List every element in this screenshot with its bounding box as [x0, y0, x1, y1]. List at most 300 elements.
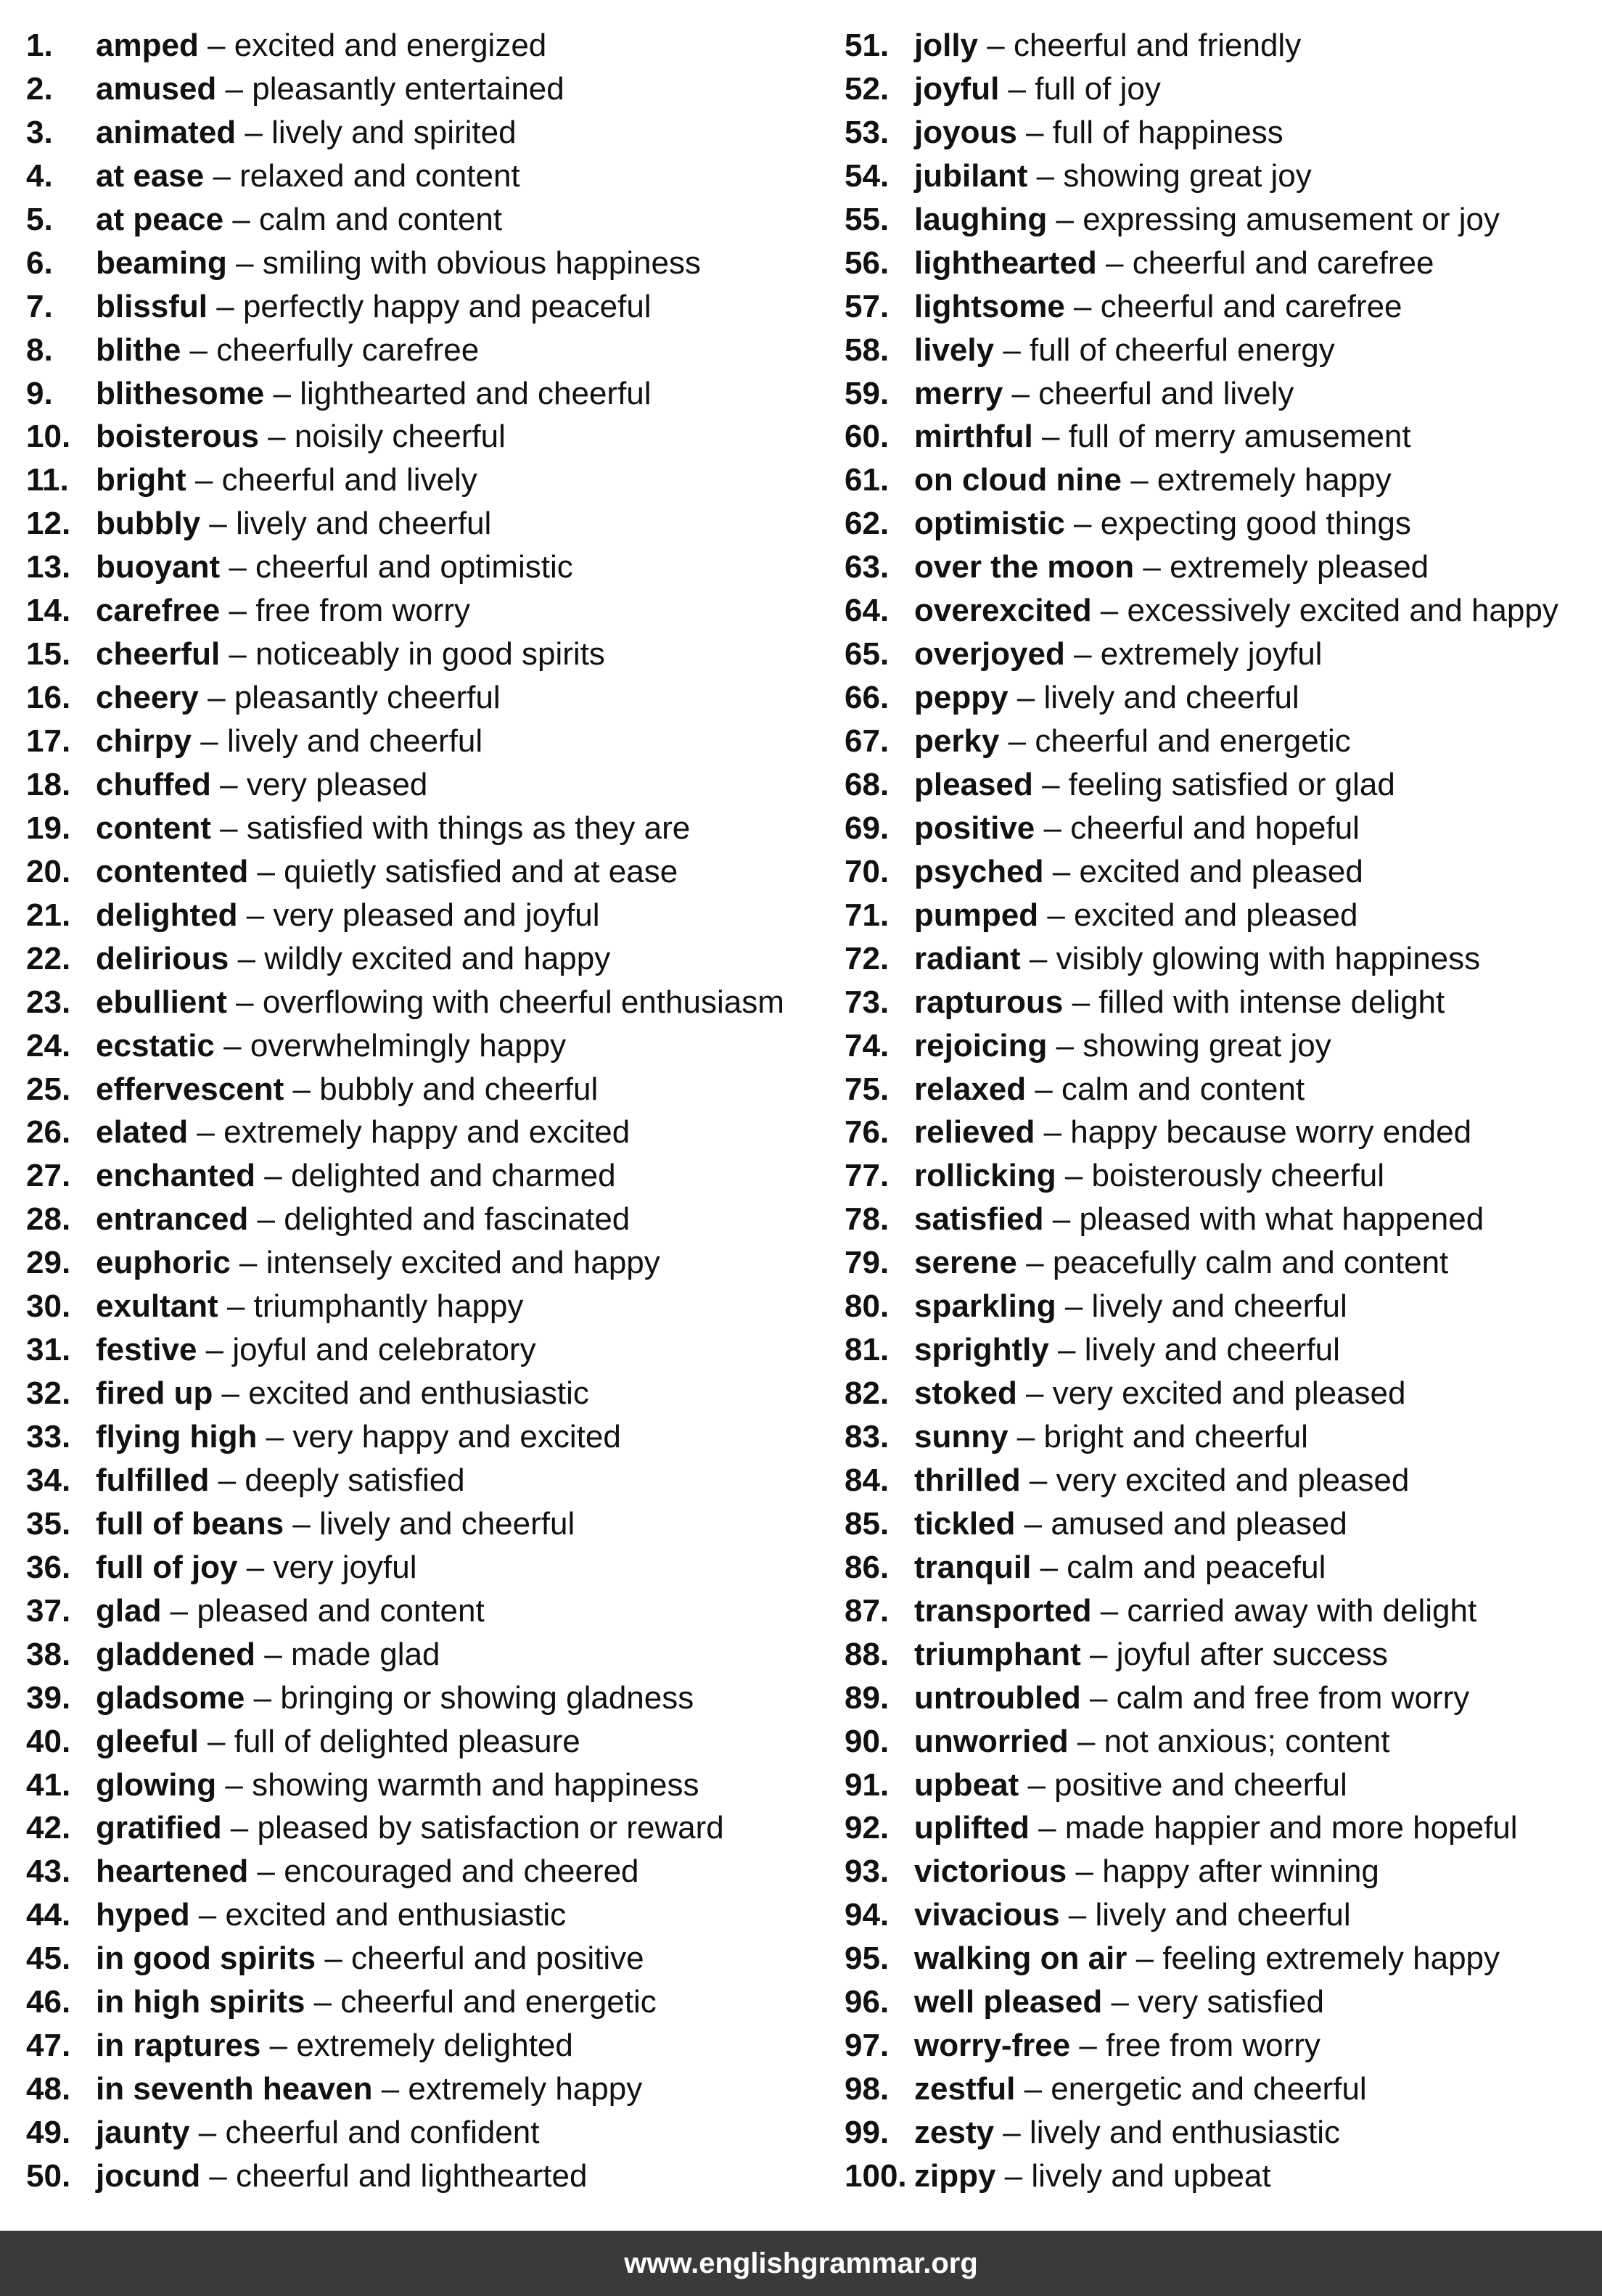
item-separator: – — [1059, 1897, 1096, 1933]
item-definition: filled with intense delight — [1098, 984, 1445, 1020]
item-number: 37. — [26, 1592, 71, 1629]
item-number: 12. — [26, 506, 71, 542]
item-text — [96, 1285, 523, 1328]
item-text — [96, 1198, 630, 1241]
item-separator: – — [236, 114, 272, 150]
item-number: 87. — [845, 1592, 890, 1629]
item-text — [914, 67, 1161, 111]
item-word: overjoyed — [914, 636, 1065, 672]
item-word: tickled — [914, 1505, 1016, 1542]
item-separator: – — [218, 1288, 254, 1325]
item-word: festive — [96, 1332, 197, 1368]
list-item — [845, 850, 1602, 894]
item-text — [914, 1850, 1379, 1893]
item-word: lightsome — [914, 288, 1065, 324]
item-word: in seventh heaven — [96, 2071, 373, 2107]
item-definition: calm and content — [1061, 1071, 1305, 1107]
item-text — [914, 1589, 1476, 1633]
item-number: 73. — [845, 984, 890, 1020]
item-word: gratified — [96, 1810, 222, 1846]
list-item — [26, 1546, 810, 1589]
item-number: 89. — [845, 1679, 890, 1716]
item-separator: – — [1068, 1723, 1104, 1759]
item-separator: – — [1027, 157, 1064, 194]
item-word: cheery — [96, 680, 199, 716]
list-item — [26, 285, 810, 329]
item-definition: triumphantly happy — [253, 1288, 524, 1325]
item-word: zesty — [914, 2115, 995, 2150]
list-item — [845, 2067, 1602, 2111]
item-word: fulfilled — [96, 1462, 210, 1498]
list-item — [26, 24, 810, 67]
item-text — [96, 1154, 616, 1198]
list-item — [26, 850, 810, 894]
item-separator: – — [1015, 2071, 1051, 2107]
item-text — [914, 155, 1312, 198]
item-word: zestful — [914, 2071, 1016, 2107]
item-definition: energetic and cheerful — [1051, 2071, 1367, 2107]
item-text — [914, 198, 1500, 242]
item-number: 9. — [26, 375, 53, 411]
list-item — [26, 2024, 810, 2067]
item-word: optimistic — [914, 506, 1065, 542]
item-definition: extremely happy — [1157, 462, 1392, 498]
item-word: in good spirits — [96, 1941, 316, 1977]
item-word: animated — [96, 114, 237, 150]
item-definition: very excited and pleased — [1056, 1462, 1410, 1498]
item-text — [914, 458, 1392, 502]
item-separator: – — [1032, 766, 1069, 802]
item-separator: – — [1096, 244, 1133, 281]
item-word: blissful — [96, 288, 208, 324]
list-item — [845, 67, 1602, 111]
item-text — [96, 198, 502, 242]
item-text — [914, 850, 1363, 894]
item-word: exultant — [96, 1288, 218, 1325]
item-separator: – — [188, 1114, 224, 1151]
list-item — [26, 894, 810, 937]
list-item — [845, 1676, 1602, 1720]
item-number: 70. — [845, 853, 890, 889]
item-number: 25. — [26, 1071, 71, 1107]
item-definition: deeply satisfied — [245, 1462, 465, 1498]
item-word: buoyant — [96, 549, 221, 585]
list-item — [845, 807, 1602, 850]
item-definition: lighthearted and cheerful — [300, 375, 652, 411]
item-text — [914, 372, 1294, 416]
item-definition: amused and pleased — [1051, 1505, 1347, 1542]
item-text — [96, 676, 501, 720]
item-separator: – — [1043, 853, 1080, 889]
item-separator: – — [1121, 462, 1157, 498]
item-text — [914, 329, 1335, 372]
item-number: 31. — [26, 1332, 71, 1368]
item-word: glowing — [96, 1766, 217, 1803]
item-word: thrilled — [914, 1462, 1021, 1498]
item-number: 68. — [845, 766, 890, 802]
item-number: 60. — [845, 419, 890, 455]
item-definition: satisfied with things as they are — [246, 810, 691, 846]
item-separator: – — [1008, 1419, 1044, 1454]
item-definition: full of delighted pleasure — [234, 1723, 580, 1759]
item-word: uplifted — [914, 1810, 1030, 1846]
item-number: 57. — [845, 288, 890, 324]
item-separator: – — [204, 157, 240, 194]
item-definition: lively and cheerful — [236, 506, 492, 542]
item-definition: excited and pleased — [1074, 897, 1358, 933]
item-separator: – — [1134, 549, 1170, 585]
list-item — [845, 155, 1602, 198]
item-word: elated — [96, 1114, 189, 1151]
item-definition: full of cheerful energy — [1030, 332, 1335, 368]
item-text — [914, 1198, 1484, 1241]
item-separator: – — [1080, 1679, 1117, 1716]
item-separator: – — [248, 853, 284, 889]
item-text — [914, 1154, 1384, 1198]
item-word: joyous — [914, 114, 1017, 150]
list-item — [26, 2111, 810, 2155]
list-item — [845, 1720, 1602, 1764]
item-text — [914, 937, 1480, 981]
item-text — [914, 1111, 1471, 1154]
item-word: fired up — [96, 1375, 213, 1412]
item-definition: overwhelmingly happy — [250, 1027, 567, 1063]
item-word: gladsome — [96, 1679, 245, 1716]
item-number: 55. — [845, 201, 890, 237]
item-number: 53. — [845, 114, 890, 150]
item-word: heartened — [96, 1853, 249, 1890]
item-separator: – — [1029, 1810, 1065, 1846]
item-text — [96, 1806, 724, 1850]
item-separator: – — [1020, 940, 1056, 976]
item-separator: – — [1047, 1027, 1083, 1063]
item-text — [96, 1546, 417, 1589]
item-word: chuffed — [96, 766, 211, 802]
item-definition: wildly excited and happy — [264, 940, 611, 976]
item-definition: perfectly happy and peaceful — [242, 288, 652, 324]
list-item — [845, 1764, 1602, 1807]
item-number: 95. — [845, 1941, 890, 1977]
item-word: victorious — [914, 1853, 1067, 1890]
item-separator: – — [316, 1941, 352, 1977]
item-text — [96, 2111, 539, 2155]
item-separator: – — [200, 2157, 237, 2194]
item-separator: – — [257, 1419, 293, 1454]
item-separator: – — [220, 593, 256, 629]
item-number: 1. — [26, 28, 53, 63]
item-definition: cheerful and carefree — [1100, 288, 1402, 324]
item-word: serene — [914, 1245, 1017, 1281]
item-number: 77. — [845, 1158, 890, 1194]
list-item — [26, 372, 810, 416]
item-definition: bubbly and cheerful — [319, 1071, 599, 1107]
item-definition: noticeably in good spirits — [255, 636, 605, 672]
item-word: bright — [96, 462, 186, 498]
item-separator: – — [197, 1332, 233, 1368]
item-number: 43. — [26, 1853, 71, 1890]
item-definition: excited and enthusiastic — [225, 1897, 567, 1933]
item-definition: intensely excited and happy — [266, 1245, 660, 1281]
item-separator: – — [255, 1636, 291, 1672]
item-word: hyped — [96, 1897, 190, 1933]
item-separator: – — [210, 810, 247, 846]
item-number: 92. — [845, 1810, 890, 1846]
item-word: untroubled — [914, 1679, 1081, 1716]
list-item — [845, 1285, 1602, 1328]
item-separator: – — [223, 201, 260, 237]
item-definition: full of joy — [1035, 70, 1161, 107]
item-word: sunny — [914, 1419, 1009, 1454]
item-definition: delighted and charmed — [290, 1158, 616, 1194]
list-item — [26, 1154, 810, 1198]
item-word: at peace — [96, 201, 224, 237]
item-text — [96, 1068, 598, 1111]
item-separator: – — [230, 1245, 266, 1281]
item-text — [914, 981, 1445, 1024]
item-word: glad — [96, 1592, 162, 1629]
item-word: cheerful — [96, 636, 221, 672]
item-text — [914, 2024, 1320, 2067]
item-word: relaxed — [914, 1071, 1027, 1107]
item-number: 90. — [845, 1723, 890, 1759]
item-definition: cheerful and lively — [1038, 375, 1294, 411]
item-separator: – — [1015, 1505, 1051, 1542]
item-text — [914, 763, 1395, 807]
list-item — [845, 1633, 1602, 1676]
item-text — [96, 894, 600, 937]
item-number: 62. — [845, 506, 890, 542]
item-definition: excited and energized — [234, 28, 547, 63]
item-text — [914, 1241, 1448, 1285]
item-word: worry-free — [914, 2028, 1071, 2064]
list-item — [26, 1893, 810, 1937]
item-word: sprightly — [914, 1332, 1049, 1368]
item-number: 48. — [26, 2071, 71, 2107]
item-text — [96, 155, 520, 198]
item-word: laughing — [914, 201, 1048, 237]
item-word: content — [96, 810, 211, 846]
item-separator: – — [216, 70, 252, 107]
item-number: 50. — [26, 2157, 71, 2194]
item-number: 74. — [845, 1027, 890, 1063]
item-definition: calm and free from worry — [1116, 1679, 1470, 1716]
item-definition: not anxious; content — [1104, 1723, 1390, 1759]
item-definition: boisterously cheerful — [1091, 1158, 1385, 1194]
item-number: 85. — [845, 1505, 890, 1542]
list-item — [845, 1937, 1602, 1980]
list-item — [845, 720, 1602, 763]
item-number: 88. — [845, 1636, 890, 1672]
list-item — [845, 1111, 1602, 1154]
item-definition: carried away with delight — [1127, 1592, 1477, 1629]
item-separator: – — [1016, 1245, 1053, 1281]
item-word: walking on air — [914, 1941, 1127, 1977]
item-text — [914, 1459, 1409, 1502]
item-number: 54. — [845, 157, 890, 194]
item-separator: – — [208, 288, 243, 324]
item-word: rejoicing — [914, 1027, 1048, 1063]
item-number: 56. — [845, 244, 890, 281]
item-separator: – — [260, 2028, 297, 2064]
item-separator: – — [978, 28, 1014, 63]
list-item — [26, 676, 810, 720]
item-definition: cheerful and friendly — [1013, 28, 1302, 63]
item-definition: extremely happy and excited — [223, 1114, 630, 1151]
item-definition: pleased by satisfaction or reward — [257, 1810, 724, 1846]
item-word: delighted — [96, 897, 238, 933]
item-number: 41. — [26, 1766, 71, 1803]
item-number: 71. — [845, 897, 890, 933]
item-number: 30. — [26, 1288, 71, 1325]
list-item — [26, 1372, 810, 1415]
item-text — [914, 1415, 1308, 1459]
item-text — [914, 1546, 1326, 1589]
item-definition: joyful after success — [1116, 1636, 1388, 1672]
item-text — [914, 633, 1322, 676]
item-word: well pleased — [914, 1984, 1103, 2020]
item-word: triumphant — [914, 1636, 1081, 1672]
item-word: jolly — [914, 28, 979, 63]
item-separator: – — [1091, 1592, 1127, 1629]
list-item — [26, 981, 810, 1024]
item-separator: – — [220, 636, 256, 672]
item-number: 32. — [26, 1375, 71, 1412]
item-word: ecstatic — [96, 1027, 215, 1063]
list-item — [26, 1459, 810, 1502]
item-text — [96, 1850, 639, 1893]
item-number: 15. — [26, 636, 71, 672]
item-text — [96, 763, 427, 807]
list-item — [26, 1589, 810, 1633]
item-separator: – — [1056, 1288, 1092, 1325]
list-item — [845, 1241, 1602, 1285]
item-definition: showing warmth and happiness — [252, 1766, 699, 1803]
item-word: flying high — [96, 1419, 258, 1454]
item-separator: – — [1043, 1201, 1080, 1238]
item-text — [914, 242, 1434, 285]
item-number: 49. — [26, 2115, 71, 2150]
item-text — [914, 415, 1411, 458]
item-definition: very pleased — [246, 766, 428, 802]
item-word: ebullient — [96, 984, 227, 1020]
list-item — [845, 285, 1602, 329]
footer-bar — [0, 2231, 1602, 2296]
item-text — [96, 981, 784, 1024]
list-item — [845, 24, 1602, 67]
item-separator: – — [1032, 419, 1069, 455]
item-number: 78. — [845, 1201, 890, 1238]
item-text — [914, 502, 1411, 546]
list-item — [26, 546, 810, 589]
item-number: 47. — [26, 2028, 71, 2064]
item-number: 16. — [26, 680, 71, 716]
list-item — [26, 1676, 810, 1720]
item-separator: – — [200, 506, 237, 542]
item-word: beaming — [96, 244, 227, 281]
item-text — [96, 1764, 699, 1807]
item-definition: showing great joy — [1083, 1027, 1331, 1063]
item-word: in raptures — [96, 2028, 261, 2064]
item-word: full of beans — [96, 1505, 284, 1542]
item-definition: feeling extremely happy — [1162, 1941, 1500, 1977]
list-item — [26, 1806, 810, 1850]
item-text — [96, 589, 470, 633]
item-text — [914, 111, 1283, 155]
item-definition: cheerful and lighthearted — [236, 2157, 588, 2194]
item-separator: – — [237, 897, 274, 933]
item-separator: – — [214, 1027, 250, 1063]
item-definition: lively and spirited — [271, 114, 517, 150]
item-definition: extremely joyful — [1100, 636, 1323, 672]
list-item — [845, 1068, 1602, 1111]
item-text — [96, 502, 491, 546]
item-separator: – — [994, 332, 1030, 368]
item-text — [96, 1980, 657, 2024]
item-word: gleeful — [96, 1723, 199, 1759]
list-item — [26, 1068, 810, 1111]
item-definition: extremely delighted — [296, 2028, 573, 2064]
item-number: 5. — [26, 201, 53, 237]
item-text — [96, 546, 573, 589]
item-separator: – — [198, 1723, 234, 1759]
item-definition: positive and cheerful — [1054, 1766, 1347, 1803]
item-word: zippy — [914, 2157, 996, 2194]
item-word: unworried — [914, 1723, 1069, 1759]
list-item — [845, 981, 1602, 1024]
item-number: 69. — [845, 810, 890, 846]
item-separator: – — [245, 1679, 281, 1716]
item-separator: – — [220, 549, 256, 585]
list-item — [845, 1893, 1602, 1937]
item-number: 67. — [845, 723, 890, 759]
item-number: 2. — [26, 70, 53, 107]
list-item — [26, 1415, 810, 1459]
item-definition: lively and upbeat — [1031, 2157, 1271, 2194]
list-item — [26, 111, 810, 155]
item-text — [96, 1459, 465, 1502]
item-definition: pleased and content — [197, 1592, 485, 1629]
item-word: sparkling — [914, 1288, 1056, 1325]
list-item — [845, 242, 1602, 285]
item-definition: very happy and excited — [292, 1419, 621, 1454]
item-separator: – — [1003, 375, 1039, 411]
item-word: perky — [914, 723, 1000, 759]
item-definition: pleasantly cheerful — [234, 680, 501, 716]
item-text — [914, 2067, 1367, 2111]
item-definition: noisily cheerful — [294, 419, 506, 455]
item-definition: overflowing with cheerful enthusiasm — [262, 984, 784, 1020]
list-item — [26, 1764, 810, 1807]
list-item — [845, 458, 1602, 502]
item-word: carefree — [96, 593, 221, 629]
item-definition: lively and cheerful — [319, 1505, 575, 1542]
item-number: 42. — [26, 1810, 71, 1846]
list-item — [26, 502, 810, 546]
item-number: 86. — [845, 1549, 890, 1585]
item-definition: feeling satisfied or glad — [1068, 766, 1395, 802]
item-word: peppy — [914, 680, 1009, 716]
item-word: overexcited — [914, 593, 1092, 629]
item-word: jocund — [96, 2157, 201, 2194]
item-separator: – — [189, 2115, 226, 2150]
list-item — [26, 1502, 810, 1546]
item-separator: – — [1080, 1636, 1117, 1672]
list-item — [26, 1633, 810, 1676]
list-item — [26, 937, 810, 981]
item-word: psyched — [914, 853, 1044, 889]
item-number: 18. — [26, 766, 71, 802]
item-word: bubbly — [96, 506, 201, 542]
